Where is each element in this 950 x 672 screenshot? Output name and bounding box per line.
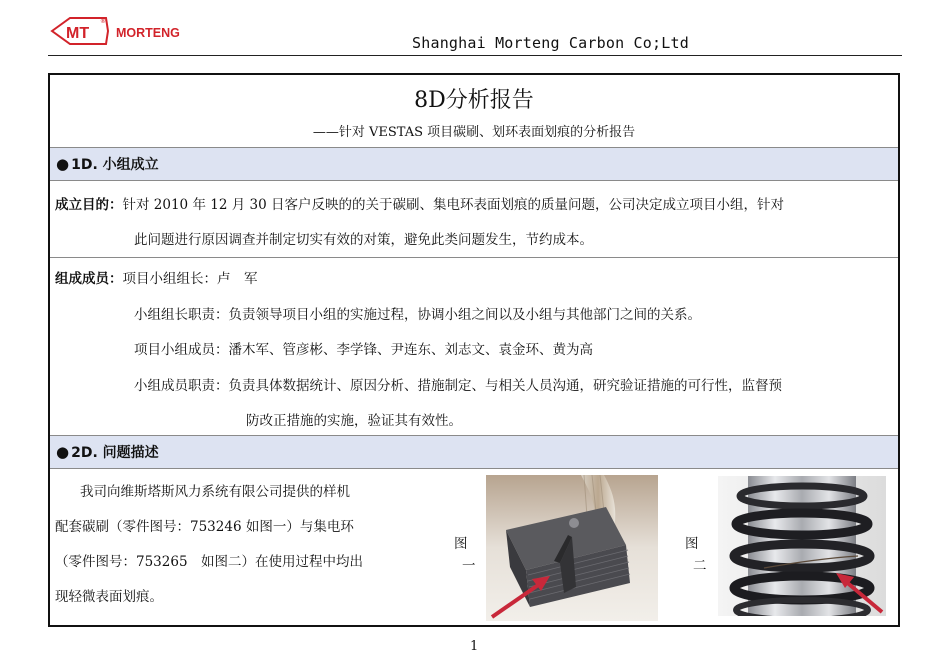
logo-registered-mark: ®	[100, 18, 106, 25]
member-duty-2: 防改正措施的实施，验证其有效性。	[246, 413, 462, 429]
member-duty-1: 小组成员职责：负责具体数据统计、原因分析、措施制定、与相关人员沟通，研究验证措施的可行性，监督预	[134, 378, 782, 394]
member-list: 项目小组成员：潘木军、管彦彬、李学锋、尹连东、刘志文、袁金环、黄为高	[134, 342, 593, 358]
figure-1-carbon-brush-photo	[486, 475, 658, 625]
section-1d-heading	[50, 147, 898, 181]
figure-1-label-b: 一	[462, 558, 476, 574]
members-label: 组成成员：	[55, 271, 123, 287]
figure-1-label-a: 图	[454, 536, 468, 552]
page-number: 1	[470, 639, 479, 654]
problem-line-4: 现轻微表面划痕。	[55, 589, 163, 605]
problem-line-1: 我司向维斯塔斯风力系统有限公司提供的样机	[80, 484, 350, 500]
purpose-label: 成立目的：	[55, 197, 123, 213]
report-title: 8D分析报告	[414, 88, 534, 113]
logo-mark: MT	[66, 25, 90, 42]
section-1d-title: 1D. 小组成立	[71, 157, 159, 173]
figure-2-label-b: 二	[693, 558, 707, 574]
logo-text: MORTENG	[116, 26, 180, 40]
purpose-text-1: 针对 2010 年 12 月 30 日客户反映的的关于碳刷、集电环表面划痕的质量问题，公司决定成立项目小组，针对	[122, 197, 784, 213]
figure-2-label	[685, 533, 707, 577]
purpose-line-2: 此问题进行原因调查并制定切实有效的对策，避免此类问题发生，节约成本。	[134, 232, 593, 248]
bullet-icon: ●	[56, 155, 70, 173]
company-name: Shanghai Morteng Carbon Co;Ltd	[412, 34, 689, 52]
purpose-line-1	[55, 193, 784, 213]
problem-line-2: 配套碳刷（零件图号：753246 如图一）与集电环	[55, 519, 354, 535]
section-2d-heading	[50, 435, 898, 469]
section-2d-title: 2D. 问题描述	[71, 445, 159, 461]
bullet-icon: ●	[56, 443, 70, 461]
header-divider	[48, 55, 902, 56]
title-block	[50, 75, 898, 147]
leader-text: 项目小组组长：卢 军	[122, 271, 258, 287]
problem-line-3: （零件图号：753265 如图二）在使用过程中均出	[55, 554, 364, 570]
figure-1-label	[454, 533, 476, 577]
morteng-logo	[50, 14, 190, 50]
members-line-leader	[55, 267, 258, 287]
leader-duty: 小组组长职责：负责领导项目小组的实施过程，协调小组之间以及小组与其他部门之间的关系。	[134, 307, 701, 323]
row-divider	[50, 257, 898, 258]
figure-2-label-a: 图	[685, 536, 699, 552]
report-subtitle: ——针对 VESTAS 项目碳刷、划环表面划痕的分析报告	[312, 125, 636, 140]
report-frame	[48, 73, 900, 627]
figure-2-slip-ring-photo	[718, 476, 886, 620]
